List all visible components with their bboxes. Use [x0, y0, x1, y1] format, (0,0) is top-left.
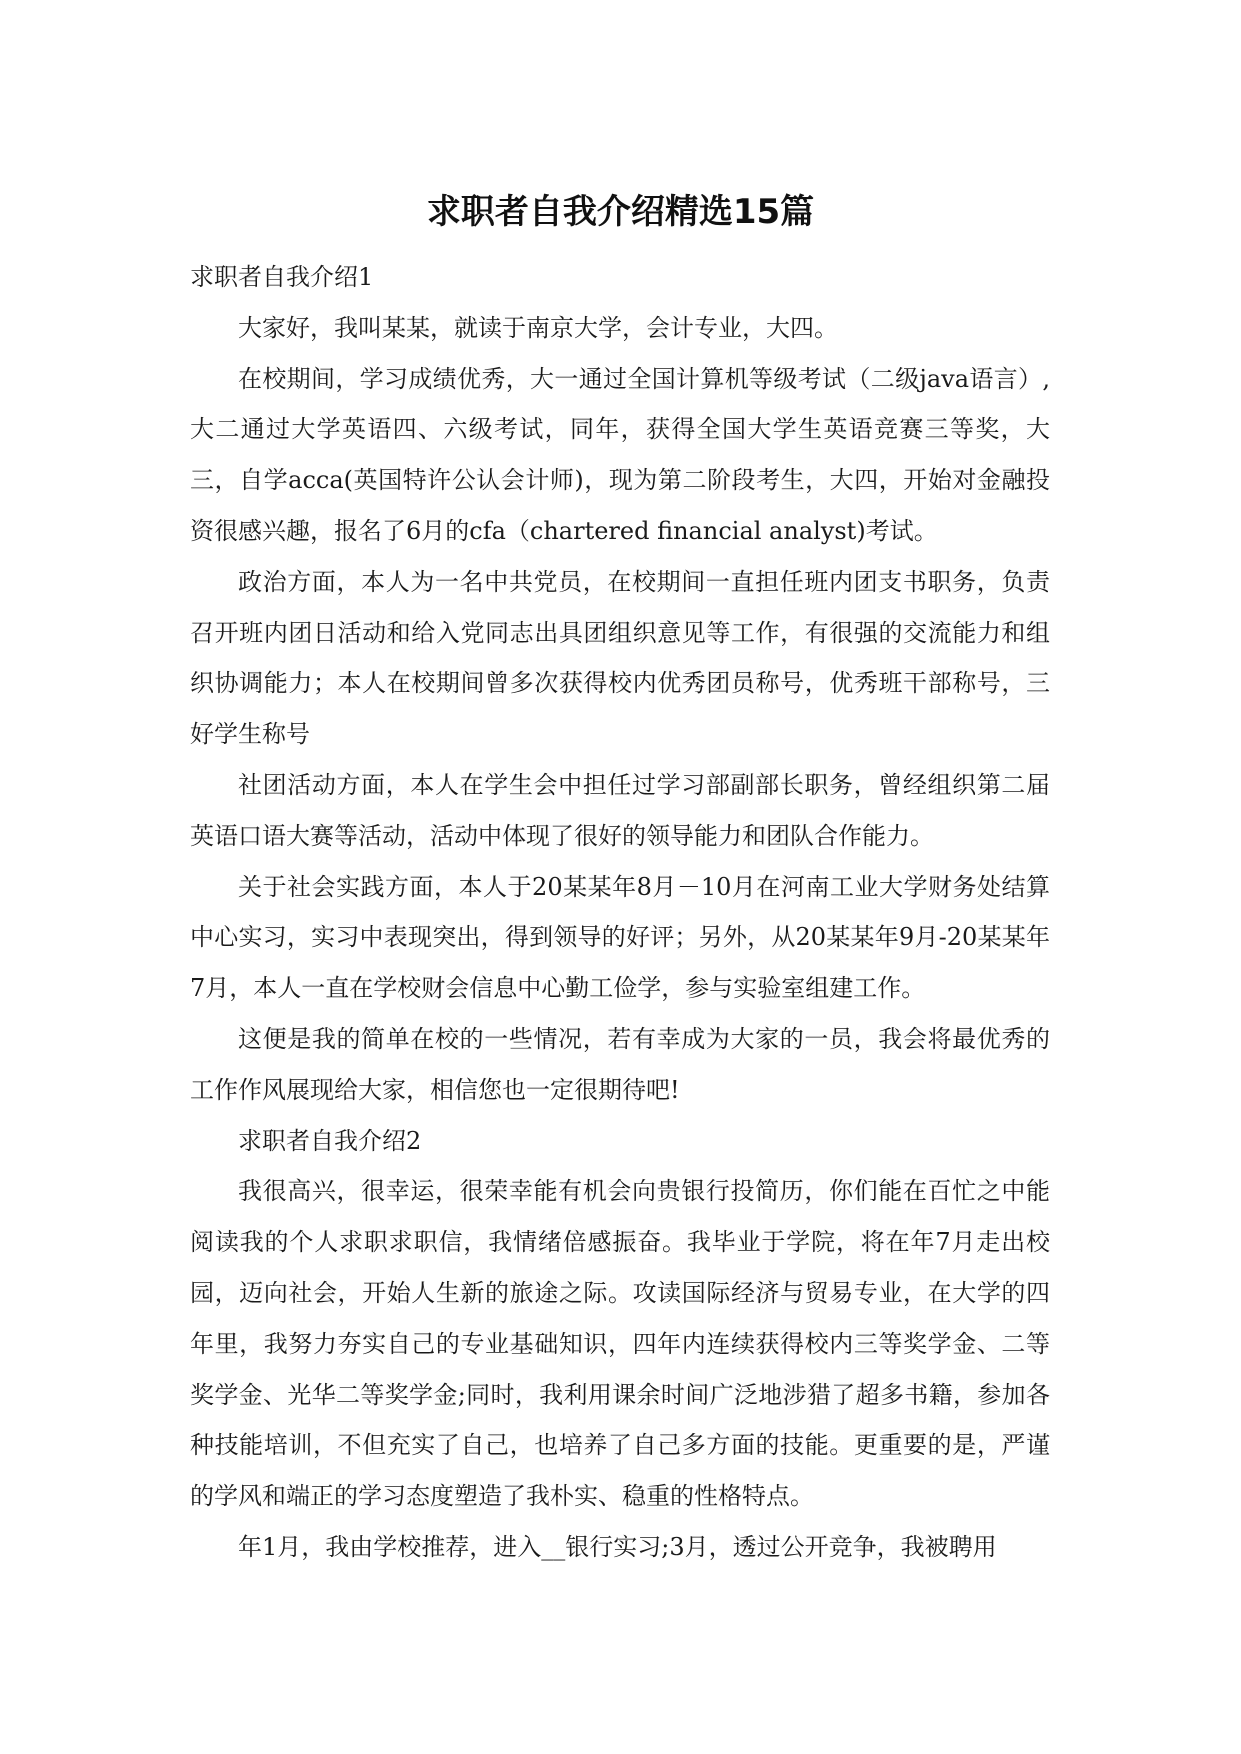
paragraph: 政治方面，本人为一名中共党员，在校期间一直担任班内团支书职务，负责召开班内团日活动和给入党同志出具团组织意见等工作，有很强的交流能力和组织协调能力；本人在校期间曾多次获得校内优秀团员称号，优秀班干部称号，三好学生称号: [190, 567, 1050, 749]
document-body: [190, 252, 1050, 1573]
paragraph: 社团活动方面，本人在学生会中担任过学习部副部长职务，曾经组织第二届英语口语大赛等活动，活动中体现了很好的领导能力和团队合作能力。: [190, 770, 1050, 850]
paragraph: 这便是我的简单在校的一些情况，若有幸成为大家的一员，我会将最优秀的工作作风展现给大家，相信您也一定很期待吧!: [190, 1024, 1050, 1104]
section-heading-2: 求职者自我介绍2: [238, 1126, 422, 1155]
paragraph: 年1月，我由学校推荐，进入__银行实习;3月，透过公开竞争，我被聘用: [238, 1532, 997, 1561]
document-title: 求职者自我介绍精选15篇: [426, 192, 815, 232]
paragraph: 在校期间，学习成绩优秀，大一通过全国计算机等级考试（二级java语言）,大二通过大学英语四、六级考试，同年，获得全国大学生英语竞赛三等奖，大三，自学acca(英国特许公认会计师)，现为第二阶段考生，大四，开始对金融投资很感兴趣，报名了6月的cfa（chartered financial analyst)考试。: [190, 364, 1050, 545]
section-heading-1: 求职者自我介绍1: [190, 263, 374, 291]
paragraph: 关于社会实践方面，本人于20某某年8月－10月在河南工业大学财务处结算中心实习，实习中表现突出，得到领导的好评；另外，从20某某年9月-20某某年7月，本人一直在学校财会信息中心勤工俭学，参与实验室组建工作。: [190, 872, 1050, 1003]
paragraph: 大家好，我叫某某，就读于南京大学，会计专业，大四。: [238, 313, 838, 342]
paragraph: 我很高兴，很幸运，很荣幸能有机会向贵银行投简历，你们能在百忙之中能阅读我的个人求职求职信，我情绪倍感振奋。我毕业于学院，将在年7月走出校园，迈向社会，开始人生新的旅途之际。攻读国际经济与贸易专业，在大学的四年里，我努力夯实自己的专业基础知识，四年内连续获得校内三等奖学金、二等奖学金、光华二等奖学金;同时，我利用课余时间广泛地涉猎了超多书籍，参加各种技能培训，不但充实了自己，也培养了自己多方面的技能。更重要的是，严谨的学风和端正的学习态度塑造了我朴实、稳重的性格特点。: [190, 1177, 1050, 1511]
